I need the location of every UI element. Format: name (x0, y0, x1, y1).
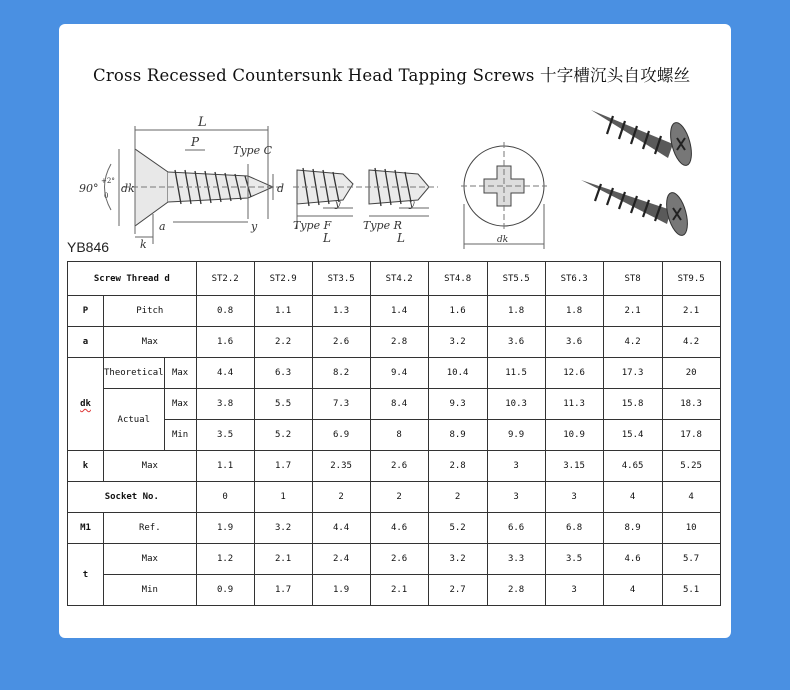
cell: 3.8 (196, 389, 254, 420)
head-dk-label: dk (497, 235, 509, 245)
type-f-L-label: L (323, 231, 331, 245)
spec-card (59, 24, 731, 638)
cell: 5.5 (254, 389, 312, 420)
screw-diagrams (73, 104, 723, 254)
cell: 1 (254, 482, 312, 513)
type-r-label: Type R (363, 219, 402, 232)
cell: 1.6 (428, 296, 487, 327)
cell: 3.2 (428, 327, 487, 358)
cell: 2.1 (254, 544, 312, 575)
head-top-view (461, 142, 547, 249)
cell: 2.1 (370, 575, 428, 606)
cell: 4.4 (312, 513, 370, 544)
dim-dk-label: dk (121, 182, 135, 195)
row-name: Min (104, 575, 197, 606)
cell: 2 (370, 482, 428, 513)
cell: 6.8 (545, 513, 603, 544)
table-row-k (68, 451, 721, 482)
type-r-drawing (365, 168, 438, 216)
row-symbol-dk (68, 358, 104, 451)
cell: 3 (545, 575, 603, 606)
dim-L-label: L (198, 115, 207, 130)
table-row-m1 (68, 513, 721, 544)
header-size: ST8 (603, 262, 662, 296)
cell: 1.7 (254, 575, 312, 606)
type-f-y-label: y (335, 199, 341, 210)
dk-symbol: dk (80, 399, 91, 409)
model-number: YB846 (67, 239, 110, 255)
cell: 1.1 (254, 296, 312, 327)
cell: 9.3 (428, 389, 487, 420)
table-row-dk-theoretical (68, 358, 721, 389)
cell: 2.6 (312, 327, 370, 358)
table-row-pitch (68, 296, 721, 327)
dim-a-label: a (159, 220, 166, 233)
table-row-t-min (68, 575, 721, 606)
cell: 6.3 (254, 358, 312, 389)
row-name: Theoretical (104, 358, 165, 389)
cell: 11.5 (487, 358, 545, 389)
row-name: Socket No. (68, 482, 197, 513)
cell: 1.6 (196, 327, 254, 358)
cell: 1.2 (196, 544, 254, 575)
cell: 0.9 (196, 575, 254, 606)
type-r-L-label: L (397, 231, 405, 245)
cell: 6.9 (312, 420, 370, 451)
cell: 3.2 (428, 544, 487, 575)
cell: 1.4 (370, 296, 428, 327)
row-symbol: P (68, 296, 104, 327)
cell: 1.7 (254, 451, 312, 482)
header-size: ST2.9 (254, 262, 312, 296)
header-size: ST9.5 (662, 262, 720, 296)
row-subname: Max (164, 358, 196, 389)
cell: 17.3 (603, 358, 662, 389)
cell: 2.8 (487, 575, 545, 606)
cell: 5.25 (662, 451, 720, 482)
page-title: Cross Recessed Countersunk Head Tapping Screws 十字槽沉头自攻螺丝 (93, 66, 691, 85)
cell: 11.3 (545, 389, 603, 420)
cell: 0.8 (196, 296, 254, 327)
header-size: ST3.5 (312, 262, 370, 296)
row-symbol: a (68, 327, 104, 358)
cell: 8.9 (603, 513, 662, 544)
cell: 2.35 (312, 451, 370, 482)
cell: 9.4 (370, 358, 428, 389)
cell: 4 (662, 482, 720, 513)
cell: 2 (312, 482, 370, 513)
cell: 5.7 (662, 544, 720, 575)
screw-photo-1 (591, 110, 695, 168)
cell: 2.6 (370, 544, 428, 575)
cell: 1.9 (312, 575, 370, 606)
table-row-a (68, 327, 721, 358)
cell: 7.3 (312, 389, 370, 420)
cell: 4.6 (370, 513, 428, 544)
cell: 2.6 (370, 451, 428, 482)
row-name: Max (104, 544, 197, 575)
cell: 8.2 (312, 358, 370, 389)
angle-label: 90° (79, 182, 99, 195)
cell: 1.8 (487, 296, 545, 327)
dim-k-label: k (140, 238, 147, 251)
cell: 3.3 (487, 544, 545, 575)
row-symbol: k (68, 451, 104, 482)
cell: 9.9 (487, 420, 545, 451)
row-symbol: M1 (68, 513, 104, 544)
cell: 2.1 (603, 296, 662, 327)
type-c-label: Type C (233, 144, 273, 157)
row-name: Pitch (104, 296, 197, 327)
cell: 4 (603, 575, 662, 606)
cell: 2 (428, 482, 487, 513)
cell: 5.2 (428, 513, 487, 544)
cell: 4.2 (603, 327, 662, 358)
cell: 1.1 (196, 451, 254, 482)
cell: 18.3 (662, 389, 720, 420)
header-size: ST4.2 (370, 262, 428, 296)
cell: 2.8 (428, 451, 487, 482)
table-row-socket (68, 482, 721, 513)
cell: 0 (196, 482, 254, 513)
cell: 5.2 (254, 420, 312, 451)
cell: 1.3 (312, 296, 370, 327)
cell: 1.9 (196, 513, 254, 544)
spec-table (67, 261, 721, 606)
cell: 1.8 (545, 296, 603, 327)
row-subname: Min (164, 420, 196, 451)
cell: 3 (545, 482, 603, 513)
header-size: ST4.8 (428, 262, 487, 296)
table-header-row (68, 262, 721, 296)
row-name: Max (104, 451, 197, 482)
cell: 17.8 (662, 420, 720, 451)
cell: 12.6 (545, 358, 603, 389)
cell: 3.15 (545, 451, 603, 482)
header-size: ST6.3 (545, 262, 603, 296)
dim-y-label: y (251, 220, 258, 233)
cell: 15.4 (603, 420, 662, 451)
cell: 3.5 (196, 420, 254, 451)
cell: 6.6 (487, 513, 545, 544)
cell: 4 (603, 482, 662, 513)
cell: 4.4 (196, 358, 254, 389)
cell: 5.1 (662, 575, 720, 606)
cell: 4.6 (603, 544, 662, 575)
cell: 10.9 (545, 420, 603, 451)
table-row-dk-actual-max (68, 389, 721, 420)
row-name: Max (104, 327, 197, 358)
row-subname: Max (164, 389, 196, 420)
table-row-dk-actual-min (68, 420, 721, 451)
cell: 3 (487, 451, 545, 482)
cell: 2.8 (370, 327, 428, 358)
cell: 4.65 (603, 451, 662, 482)
row-symbol: t (68, 544, 104, 606)
cell: 3 (487, 482, 545, 513)
cell: 8 (370, 420, 428, 451)
cell: 2.1 (662, 296, 720, 327)
header-label: Screw Thread d (68, 262, 197, 296)
type-r-y-label: y (409, 199, 415, 210)
cell: 3.5 (545, 544, 603, 575)
cell: 3.2 (254, 513, 312, 544)
cell: 2.4 (312, 544, 370, 575)
cell: 10.4 (428, 358, 487, 389)
cell: 2.2 (254, 327, 312, 358)
cell: 2.7 (428, 575, 487, 606)
screw-photo-2 (581, 180, 691, 238)
table-row-t-max (68, 544, 721, 575)
header-size: ST5.5 (487, 262, 545, 296)
header-size: ST2.2 (196, 262, 254, 296)
cell: 8.4 (370, 389, 428, 420)
cell: 10 (662, 513, 720, 544)
cell: 4.2 (662, 327, 720, 358)
angle-tolerance-lower: 0 (104, 192, 109, 200)
cell: 20 (662, 358, 720, 389)
angle-tolerance-upper: +2° (101, 177, 115, 185)
cell: 3.6 (487, 327, 545, 358)
cell: 15.8 (603, 389, 662, 420)
dim-d-label: d (277, 182, 285, 195)
cell: 3.6 (545, 327, 603, 358)
dim-P-label: P (191, 135, 200, 149)
row-name: Actual (104, 389, 165, 451)
cell: 10.3 (487, 389, 545, 420)
row-name: Ref. (104, 513, 197, 544)
type-f-label: Type F (293, 219, 332, 232)
cell: 8.9 (428, 420, 487, 451)
